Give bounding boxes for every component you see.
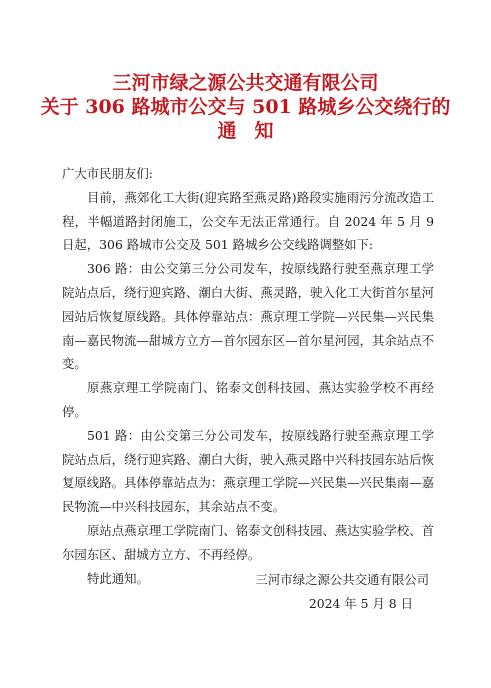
signature-date: 2024 年 5 月 8 日	[308, 596, 413, 611]
paragraph-route-501: 501 路：由公交第三分公司发车，按原线路行驶至燕京理工学院站点后，绕行迎宾路、潮白大街，驶入燕灵路中兴科技园东站后恢复原线路。具体停靠站点为：燕京理工学院—兴民集—兴民集南—嘉民物流—中兴科技园东，其余站点不变。	[62, 427, 434, 515]
paragraph-501-skipped: 原站点燕京理工学院南门、铭泰文创科技园、燕达实验学校、首尔园东区、甜城方立方、不再经停。	[62, 522, 434, 562]
notice-body	[62, 162, 434, 590]
paragraph-route-306: 306 路：由公交第三分公司发车，按原线路行驶至燕京理工学院站点后，绕行迎宾路、潮白大街、燕灵路，驶入化工大街首尔星河园站后恢复原线路。具体停靠站点：燕京理工学院—兴民集—兴民集南—嘉民物流—甜城方立方—首尔园东区—首尔星河园，其余站点不变。	[62, 261, 434, 372]
salutation: 广大市民朋友们:	[62, 166, 153, 181]
paragraph-306-skipped: 原燕京理工学院南门、铭泰文创科技园、燕达实验学校不再经停。	[62, 380, 434, 419]
title-company: 三河市绿之源公共交通有限公司	[112, 72, 379, 94]
paragraph-intro: 目前，燕郊化工大街(迎宾路至燕灵路)路段实施雨污分流改造工程，半幅道路封闭施工，公交车无法正常通行。自 2024 年 5 月 9 日起，306 路城市公交及 501 路城乡公交线路调整如下:	[62, 189, 434, 253]
signature-organization: 三河市绿之源公共交通有限公司	[255, 572, 429, 587]
title-subject: 关于 306 路城市公交与 501 路城乡公交绕行的	[40, 96, 451, 118]
paragraph-closing: 特此通知。	[87, 570, 149, 586]
title-notice: 通知	[217, 120, 292, 142]
